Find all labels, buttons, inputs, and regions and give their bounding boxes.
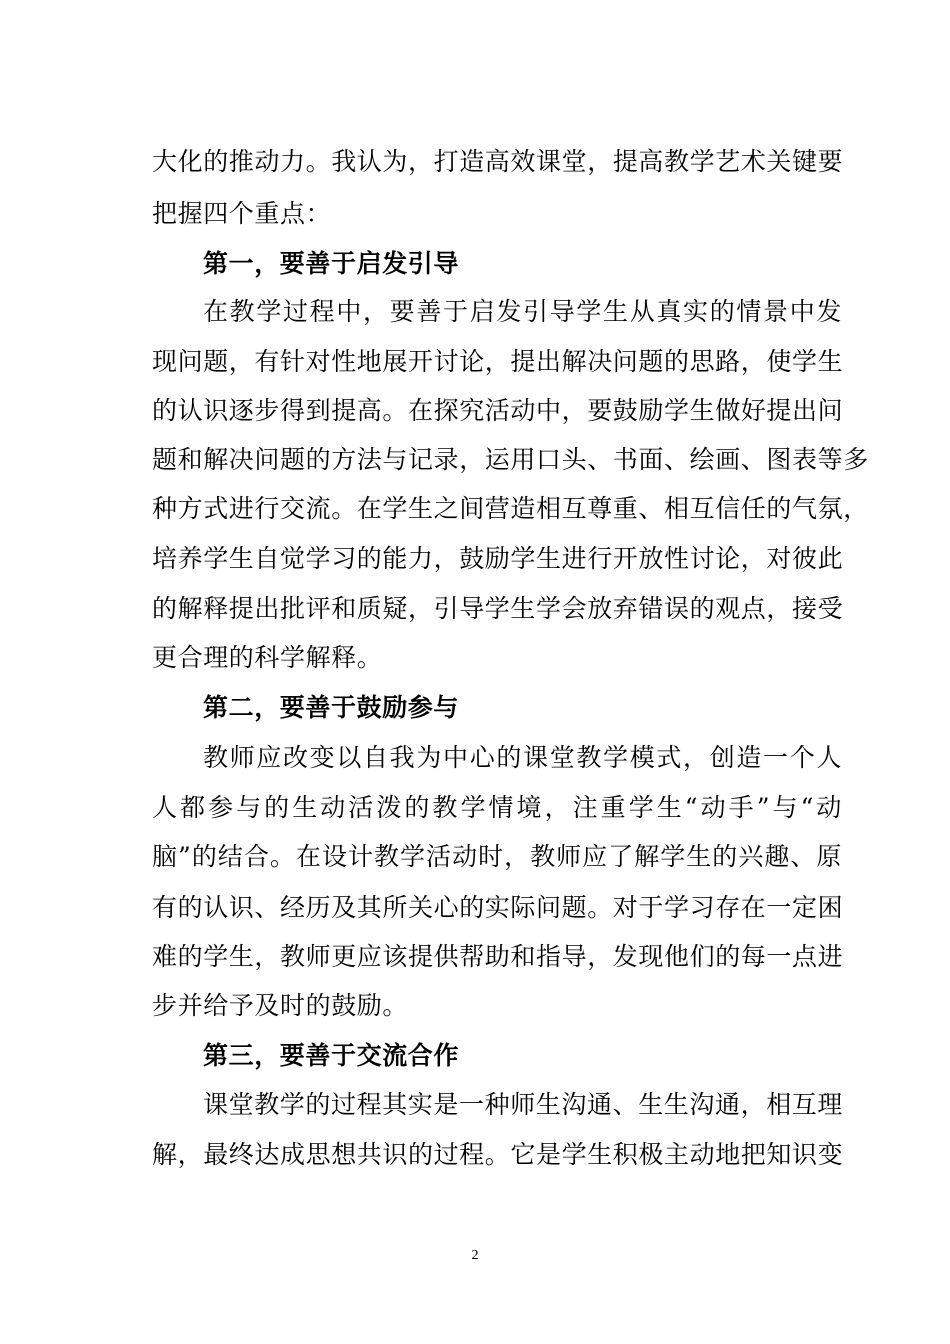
section-heading-1: 第一，要善于启发引导 bbox=[203, 249, 460, 278]
body-text-line: 难的学生，教师更应该提供帮助和指导，发现他们的每一点进 bbox=[152, 942, 844, 971]
body-text-line: 的认识逐步得到提高。在探究活动中，要鼓励学生做好提出问 bbox=[152, 396, 844, 425]
body-text-line: 教师应改变以自我为中心的课堂教学模式，创造一个人 bbox=[203, 743, 842, 772]
body-text-line: 有的认识、经历及其所关心的实际问题。对于学习存在一定困 bbox=[152, 893, 844, 922]
body-text-line: 人都参与的生动活泼的教学情境，注重学生“动手”与“动 bbox=[152, 793, 842, 822]
body-text-line: 现问题，有针对性地展开讨论，提出解决问题的思路，使学生 bbox=[152, 347, 844, 376]
body-text-line: 脑”的结合。在设计教学活动时，教师应了解学生的兴趣、原 bbox=[152, 842, 842, 871]
body-text-line: 解，最终达成思想共识的过程。它是学生积极主动地把知识变 bbox=[152, 1140, 844, 1169]
body-text-line: 课堂教学的过程其实是一种师生沟通、生生沟通，相互理 bbox=[203, 1090, 844, 1119]
section-heading-3: 第三，要善于交流合作 bbox=[203, 1041, 460, 1070]
body-text-line: 题和解决问题的方法与记录，运用口头、书面、绘画、图表等多 bbox=[152, 445, 869, 474]
body-text-line: 的解释提出批评和质疑，引导学生学会放弃错误的观点，接受 bbox=[152, 594, 844, 623]
page-number: 2 bbox=[471, 1248, 479, 1263]
body-text-line: 种方式进行交流。在学生之间营造相互尊重、相互信任的气氛， bbox=[152, 494, 869, 523]
body-text-line: 步并给予及时的鼓励。 bbox=[152, 991, 409, 1020]
body-text-line: 把握四个重点： bbox=[152, 199, 332, 228]
body-text-line: 培养学生自觉学习的能力，鼓励学生进行开放性讨论，对彼此 bbox=[152, 544, 844, 573]
section-heading-2: 第二，要善于鼓励参与 bbox=[203, 693, 460, 722]
body-text-line: 更合理的科学解释。 bbox=[152, 643, 383, 672]
body-text-line: 在教学过程中，要善于启发引导学生从真实的情景中发 bbox=[203, 297, 842, 326]
body-text-line: 大化的推动力。我认为，打造高效课堂，提高教学艺术关键要 bbox=[152, 147, 844, 176]
